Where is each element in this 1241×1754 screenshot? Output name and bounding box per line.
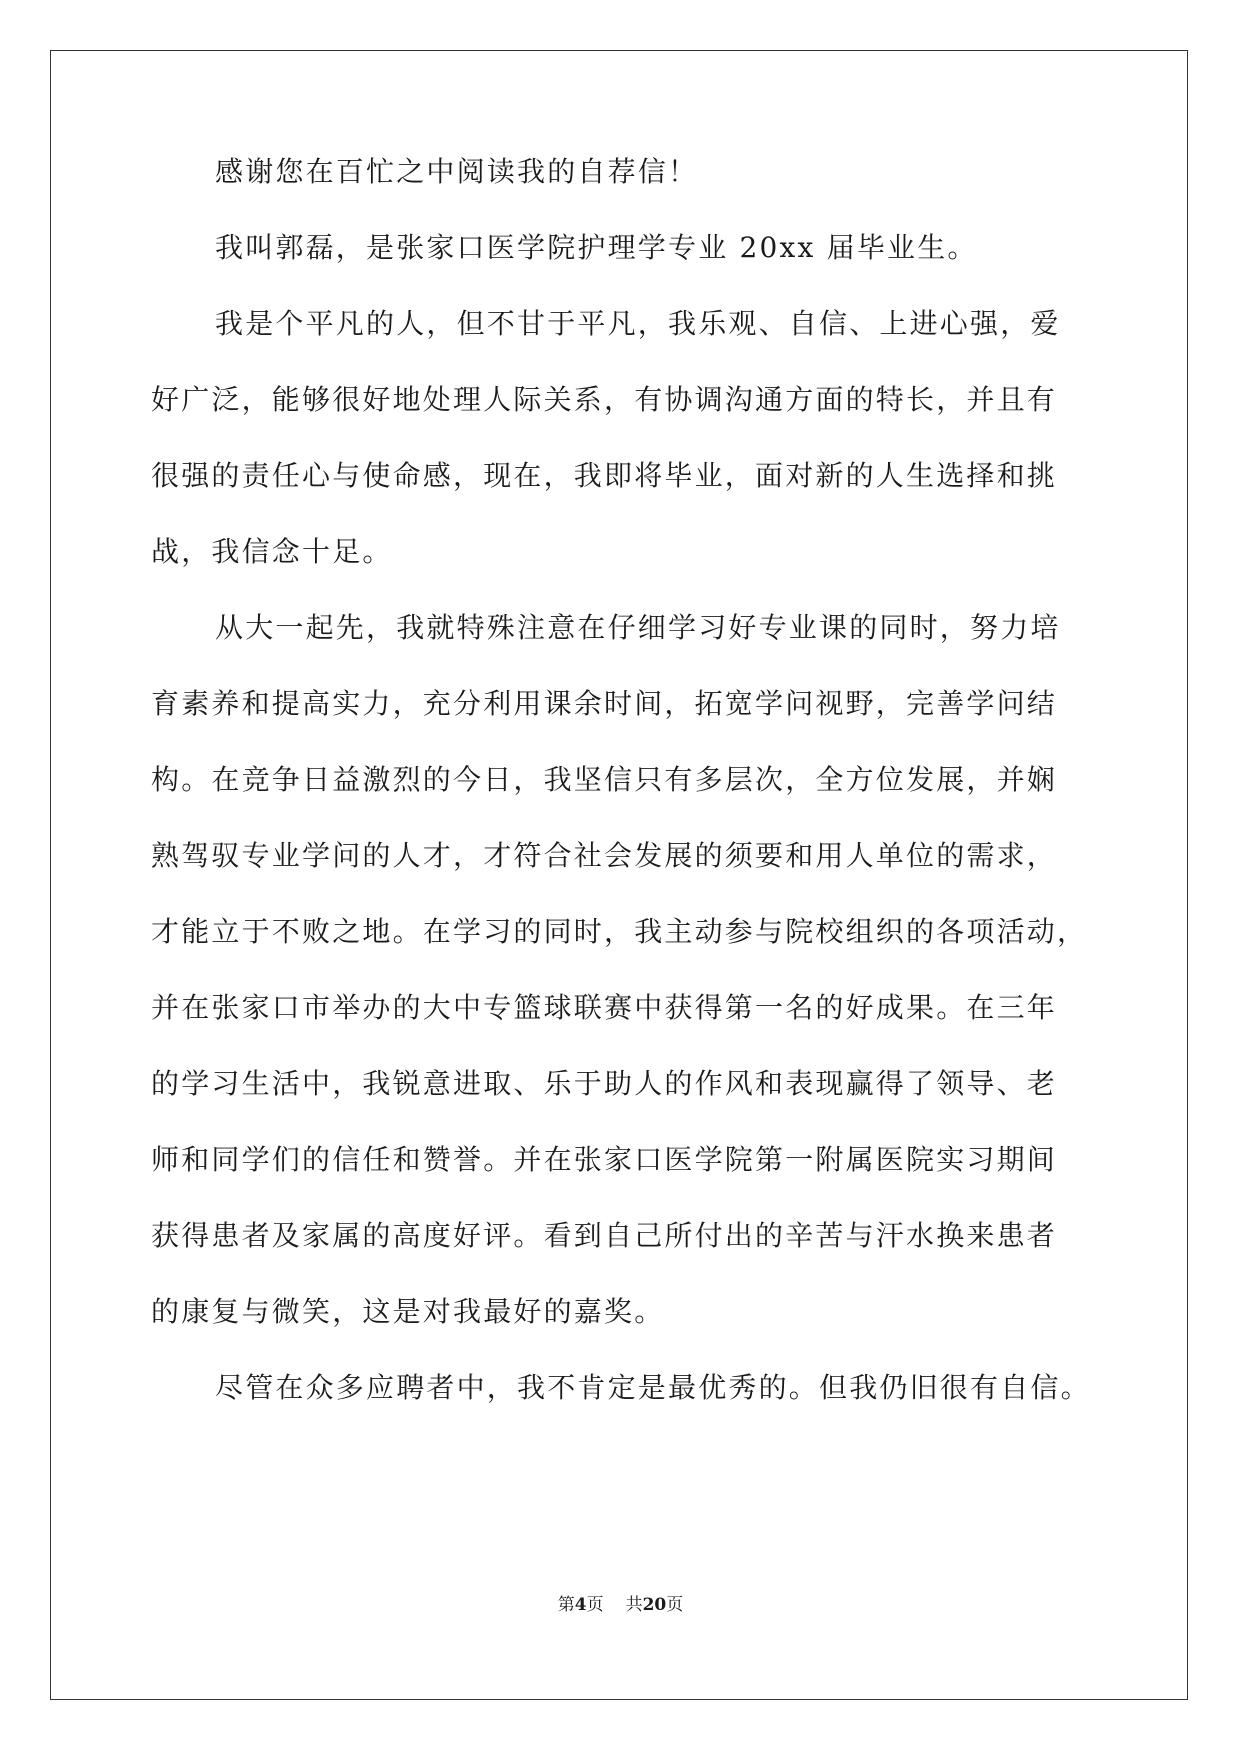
text-line: 我是个平凡的人，但不甘于平凡，我乐观、自信、上进心强，爱 [215,307,1061,340]
text-line: 从大一起先，我就特殊注意在仔细学习好专业课的同时，努力培 [215,611,1061,644]
text-line: 的康复与微笑，这是对我最好的嘉奖。 [151,1295,665,1328]
text-line: 很强的责任心与使命感，现在，我即将毕业，面对新的人生选择和挑 [151,459,1058,492]
total-prefix: 共 [625,1595,643,1615]
page-footer [0,1594,1241,1616]
total-pages: 20 [642,1595,667,1615]
total-suffix: 页 [666,1595,684,1615]
text-line: 构。在竞争日益激烈的今日，我坚信只有多层次，全方位发展，并娴 [151,763,1058,796]
text-line: 师和同学们的信任和赞誉。并在张家口医学院第一附属医院实习期间 [151,1143,1058,1176]
text-line: 获得患者及家属的高度好评。看到自己所付出的辛苦与汗水换来患者 [151,1219,1058,1252]
text-line: 尽管在众多应聘者中，我不肯定是最优秀的。但我仍旧很有自信。 [215,1371,1091,1404]
page-prefix: 第 [557,1595,575,1615]
page-frame [50,50,1188,1700]
text-line: 育素养和提高实力，充分利用课余时间，拓宽学问视野，完善学问结 [151,687,1058,720]
text-line: 的学习生活中，我锐意进取、乐于助人的作风和表现赢得了领导、老 [151,1067,1058,1100]
page-number: 4 [574,1595,587,1615]
text-line: 才能立于不败之地。在学习的同时，我主动参与院校组织的各项活动， [151,915,1088,948]
page-suffix: 页 [586,1595,604,1615]
text-line: 并在张家口市举办的大中专篮球联赛中获得第一名的好成果。在三年 [151,991,1058,1024]
text-line: 好广泛，能够很好地处理人际关系，有协调沟通方面的特长，并且有 [151,383,1058,416]
text-line: 感谢您在百忙之中阅读我的自荐信！ [215,155,699,188]
text-line: 我叫郭磊，是张家口医学院护理学专业 20xx 届毕业生。 [215,231,978,264]
text-line: 战，我信念十足。 [151,535,393,568]
text-line: 熟驾驭专业学问的人才，才符合社会发展的须要和用人单位的需求， [151,839,1058,872]
